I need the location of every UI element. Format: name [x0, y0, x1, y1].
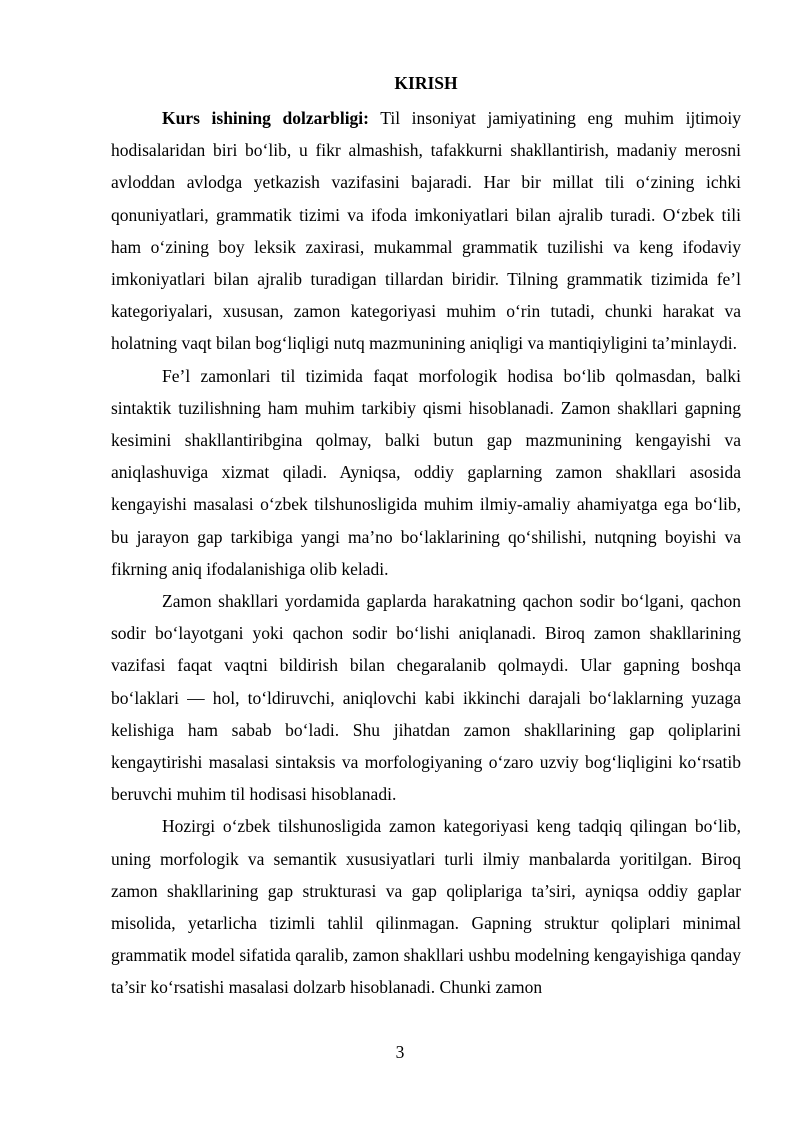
paragraph-3	[111, 585, 741, 810]
paragraph-text: Zamon shakllari yordamida gaplarda harakatning qachon sodir bo‘lgani, qachon sodir bo‘layotgani yoki qachon sodir bo‘lishi aniqlanadi. Biroq zamon shakllarining vazifasi faqat vaqtni bildirish bilan chegaralanib qolmaydi. Ular gapning boshqa bo‘laklari — hol, to‘ldiruvchi, aniqlovchi kabi ikkinchi darajali bo‘laklarning yuzaga kelishiga ham sabab bo‘ladi. Shu jihatdan zamon shakllarining gap qoliplarini kengaytirishi masalasi sintaksis va morfologiyaning o‘zaro uzviy bog‘liqligini ko‘rsatib beruvchi muhim til hodisasi hisoblanadi.	[111, 591, 741, 805]
paragraph-text: Fe’l zamonlari til tizimida faqat morfologik hodisa bo‘lib qolmasdan, balki sintaktik tuzilishning ham muhim tarkibiy qismi hisoblanadi. Zamon shakllari gapning kesimini shakllantiribgina qolmay, balki butun gap mazmunining kengayishi va aniqlashuviga xizmat qiladi. Ayniqsa, oddiy gaplarning zamon shakllari asosida kengayishi masalasi o‘zbek tilshunosligida muhim ilmiy-amaliy ahamiyatga ega bo‘lib, bu jarayon gap tarkibiga yangi ma’no bo‘laklarining qo‘shilishi, nutqning boyishi va fikrning aniq ifodalanishiga olib keladi.	[111, 365, 741, 579]
section-heading: KIRISH	[394, 73, 458, 93]
paragraph-text: Til insoniyat jamiyatining eng muhim ijtimoiy hodisalaridan biri bo‘lib, u fikr almashish, tafakkurni shakllantirish, madaniy merosni avloddan avlodga yetkazish vazifasini bajaradi. Har bir millat tili o‘zining ichki qonuniyatlari, grammatik tizimi va ifoda imkoniyatlari bilan ajralib turadi. O‘zbek tili ham o‘zining boy leksik zaxirasi, mukammal grammatik tuzilishi va keng ifodaviy imkoniyatlari bilan ajralib turadigan tillardan biridir. Tilning grammatik tizimida fe’l kategoriyalari, xususan, zamon kategoriyasi muhim o‘rin tutadi, chunki harakat va holatning vaqt bilan bog‘liqligi nutq mazmunining aniqligi va mantiqiyligini ta’minlaydi.	[111, 108, 741, 354]
paragraph-4	[111, 810, 741, 1003]
paragraph-text: Hozirgi o‘zbek tilshunosligida zamon kategoriyasi keng tadqiq qilingan bo‘lib, uning morfologik va semantik xususiyatlari turli ilmiy manbalarda yoritilgan. Biroq zamon shakllarining gap strukturasi va gap qoliplariga ta’siri, ayniqsa oddiy gaplar misolida, yetarlicha tizimli tahlil qilinmagan. Gapning struktur qoliplari minimal grammatik model sifatida qaralib, zamon shakllari ushbu modelning kengayishiga qanday ta’sir ko‘rsatishi masalasi dolzarb hisoblanadi. Chunki zamon	[111, 816, 741, 998]
paragraph-lead-label: Kurs ishining dolzarbligi:	[162, 108, 369, 128]
paragraph-1	[111, 102, 741, 360]
paragraph-2	[111, 360, 741, 585]
page-number: 3	[395, 1042, 405, 1062]
document-page	[111, 71, 741, 1004]
